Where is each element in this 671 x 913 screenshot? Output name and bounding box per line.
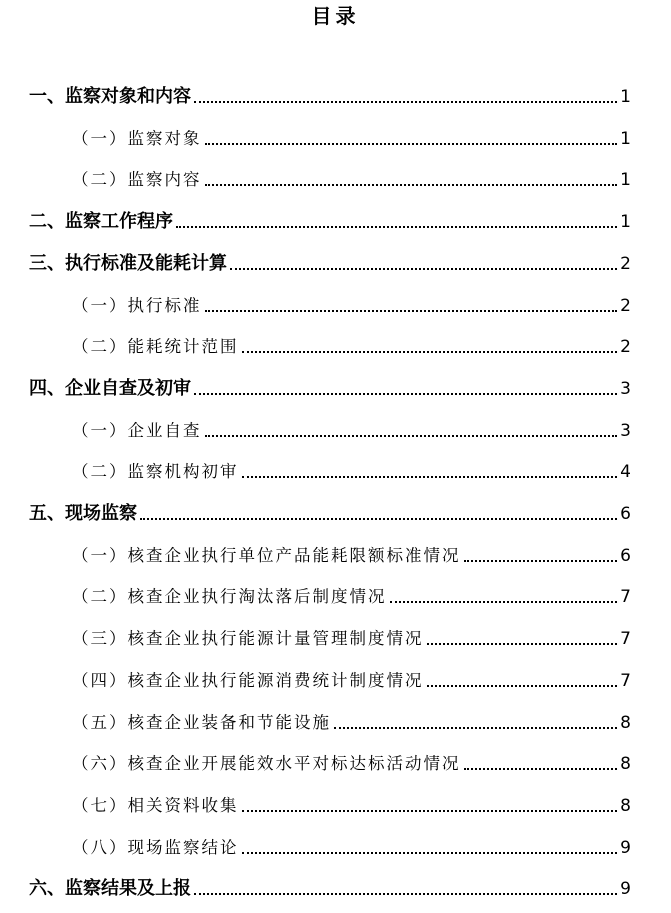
toc-entry-label: （一）核查企业执行单位产品能耗限额标准情况 — [72, 545, 461, 565]
toc-section-entry[interactable] — [29, 370, 631, 400]
toc-entry-label: （五）核查企业装备和节能设施 — [72, 712, 331, 732]
toc-entry-label: （二）监察内容 — [72, 170, 202, 190]
toc-page-number: 6 — [620, 504, 631, 524]
toc-subsection-entry[interactable] — [72, 161, 631, 191]
toc-entry-label: （二）核查企业执行淘汰落后制度情况 — [72, 587, 387, 607]
toc-subsection-entry[interactable] — [72, 578, 631, 608]
dot-leader — [242, 350, 618, 353]
dot-leader — [390, 600, 618, 603]
toc-entry-label: （八）现场监察结论 — [72, 837, 239, 857]
dot-leader — [205, 142, 618, 145]
toc-entry-label: （二）监察机构初审 — [72, 462, 239, 482]
dot-leader — [242, 475, 618, 478]
toc-subsection-entry[interactable] — [72, 120, 631, 150]
toc-page-number: 8 — [620, 712, 631, 733]
toc-entry-label: （二）能耗统计范围 — [72, 337, 239, 357]
toc-entry-label: 三、执行标准及能耗计算 — [29, 252, 227, 274]
toc-subsection-entry[interactable] — [72, 704, 631, 734]
dot-leader — [230, 267, 617, 270]
toc-section-entry[interactable] — [29, 495, 631, 525]
toc-entry-label: （七）相关资料收集 — [72, 795, 239, 815]
dot-leader — [205, 434, 618, 437]
toc-page-number: 7 — [620, 629, 631, 650]
dot-leader — [242, 809, 618, 812]
toc-title: 目录 — [311, 4, 360, 28]
dot-leader — [194, 100, 617, 103]
toc-entry-label: （一）执行标准 — [72, 295, 202, 315]
toc-page-number: 1 — [620, 212, 631, 233]
toc-entry-label: 四、企业自查及初审 — [29, 377, 191, 399]
toc-subsection-entry[interactable] — [72, 829, 631, 859]
toc-subsection-entry[interactable] — [72, 537, 631, 567]
toc-entry-label: （三）核查企业执行能源计量管理制度情况 — [72, 629, 424, 649]
toc-page-number: 2 — [620, 253, 631, 274]
toc-page-number: 8 — [620, 754, 631, 775]
toc-subsection-entry[interactable] — [72, 412, 631, 442]
dot-leader — [427, 642, 618, 645]
toc-entry-label: （六）核查企业开展能效水平对标达标活动情况 — [72, 754, 461, 774]
dot-leader — [427, 684, 618, 687]
toc-entry-label: 一、监察对象和内容 — [29, 86, 191, 107]
toc-subsection-entry[interactable] — [72, 287, 631, 317]
dot-leader — [194, 892, 617, 895]
toc-subsection-entry[interactable] — [72, 328, 631, 358]
dot-leader — [140, 517, 617, 520]
toc-section-entry[interactable] — [29, 870, 631, 900]
toc-page-number: 1 — [620, 87, 631, 107]
toc-section-entry[interactable] — [29, 245, 631, 275]
toc-subsection-entry[interactable] — [72, 453, 631, 483]
toc-entry-label: （四）核查企业执行能源消费统计制度情况 — [72, 670, 424, 690]
toc-page-number: 8 — [620, 795, 631, 816]
dot-leader — [205, 183, 618, 186]
toc-subsection-entry[interactable] — [72, 620, 631, 650]
toc-subsection-entry[interactable] — [72, 787, 631, 817]
toc-page-number: 3 — [620, 378, 631, 399]
toc-page-number: 1 — [620, 128, 631, 149]
toc-subsection-entry[interactable] — [72, 745, 631, 775]
toc-entry-label: （一）企业自查 — [72, 420, 202, 440]
toc-page-number: 9 — [620, 837, 631, 858]
toc-page-number: 6 — [620, 545, 631, 566]
toc-page-number: 1 — [620, 170, 631, 191]
toc-section-entry[interactable] — [29, 203, 631, 233]
dot-leader — [194, 392, 617, 395]
toc-page-number: 7 — [620, 587, 631, 608]
toc-page-number: 2 — [620, 337, 631, 358]
toc-entry-label: 六、监察结果及上报 — [29, 878, 191, 900]
toc-page-number: 3 — [620, 420, 631, 441]
dot-leader — [242, 851, 618, 854]
toc-subsection-entry[interactable] — [72, 662, 631, 692]
dot-leader — [334, 726, 617, 729]
dot-leader — [205, 309, 618, 312]
toc-entry-label: 五、现场监察 — [29, 503, 137, 524]
toc-page-number: 2 — [620, 295, 631, 316]
dot-leader — [176, 225, 617, 228]
dot-leader — [464, 559, 618, 562]
toc-page-number: 9 — [620, 879, 631, 900]
toc-page-number: 4 — [620, 462, 631, 483]
toc-entry-label: （一）监察对象 — [72, 128, 202, 148]
dot-leader — [464, 767, 618, 770]
toc-entry-label: 二、监察工作程序 — [29, 211, 173, 233]
toc-page-number: 7 — [620, 670, 631, 691]
toc-section-entry[interactable] — [29, 78, 631, 108]
